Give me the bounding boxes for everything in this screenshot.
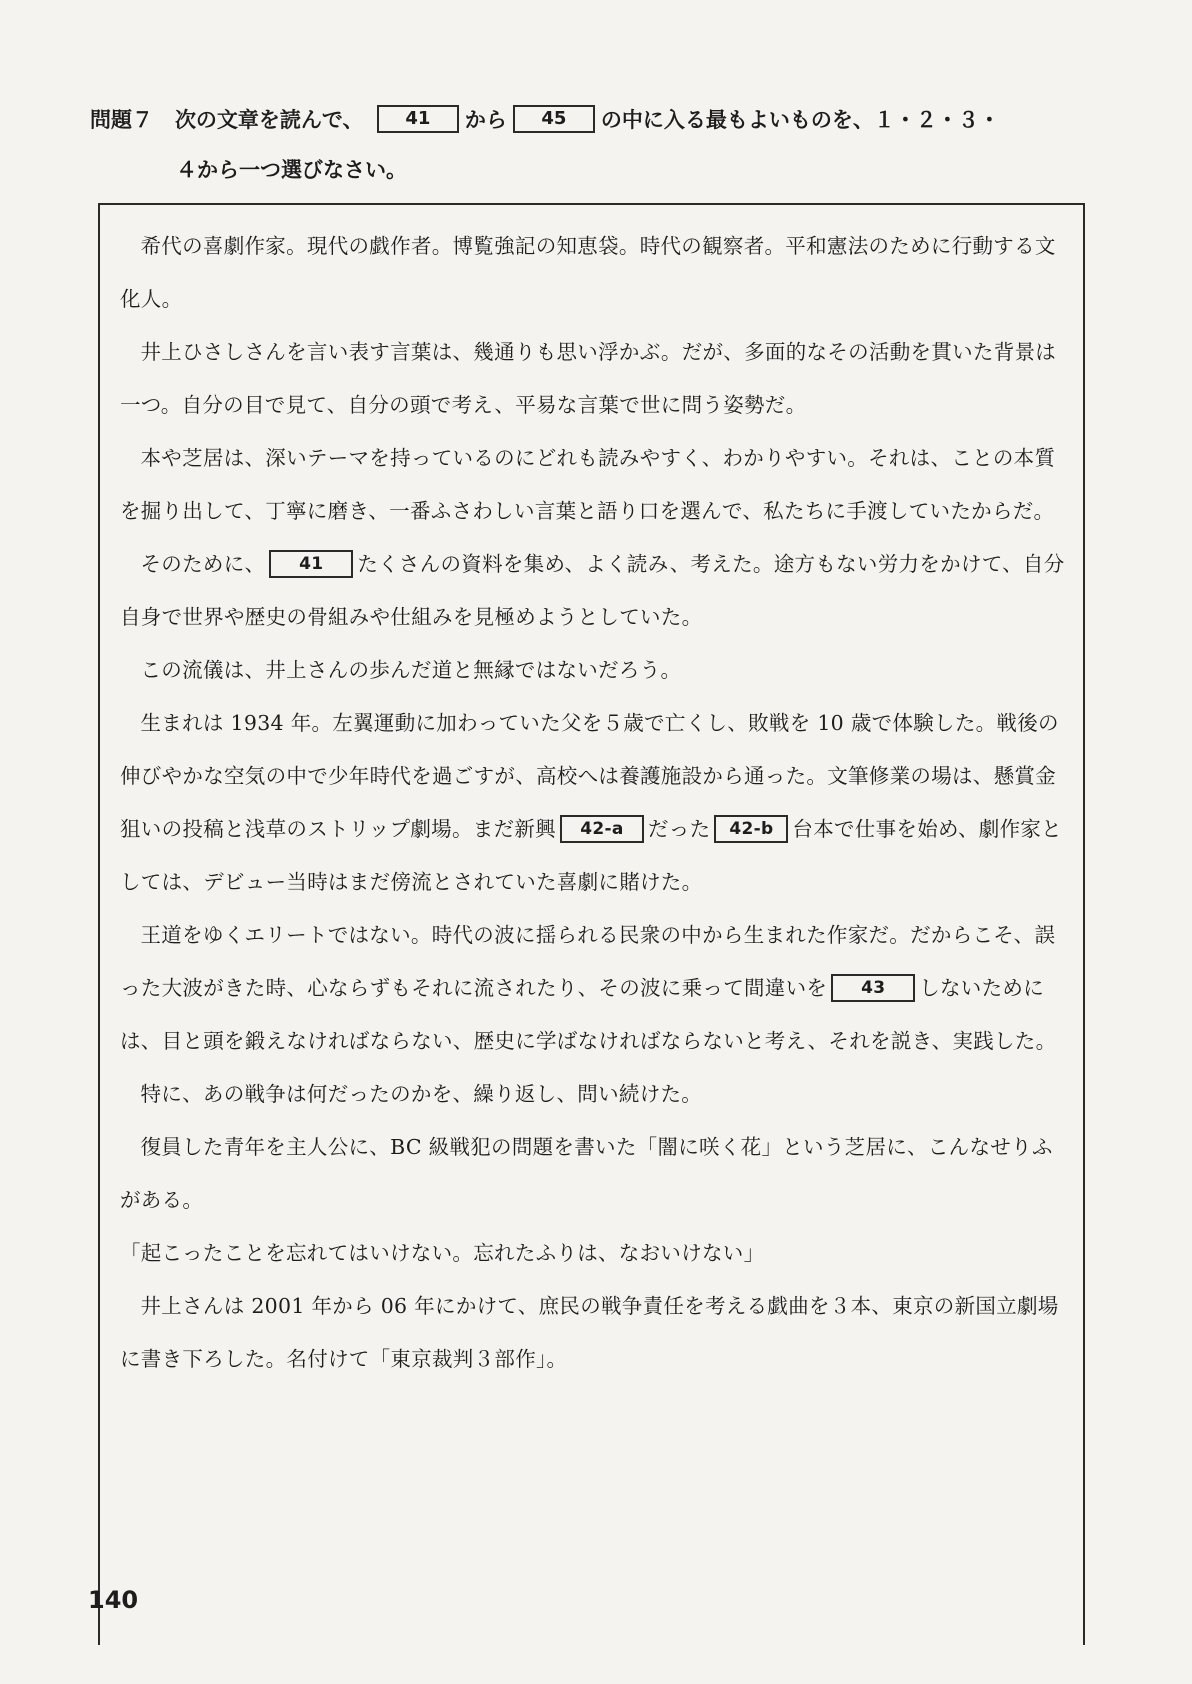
instruction-text-3: の中に入る最もよいものを、１・２・３・	[600, 108, 1000, 132]
paragraph-6-before: 生まれは 1934 年。左翼運動に加わっていた父を５歳で亡くし、敗戦を 10 歳で体験した。戦後の伸びやかな空気の中で少年時代を過ごすが、高校へは養護施設から通った。文筆修業の場は、懸賞金狙いの投稿と浅草のストリップ劇場。まだ新興	[120, 711, 1059, 841]
question-instruction	[90, 95, 1100, 195]
paragraph-5: この流儀は、井上さんの歩んだ道と無縁ではないだろう。	[140, 658, 682, 682]
paragraph-4-before: そのために、	[140, 552, 266, 576]
instruction-line-1	[90, 95, 1100, 145]
instruction-text-1: 次の文章を読んで、	[174, 108, 364, 132]
paragraph-4	[120, 538, 1065, 644]
paragraph-9: 復員した青年を主人公に、BC 級戦犯の問題を書いた「闇に咲く花」という芝居に、こんなせりふがある。	[120, 1135, 1053, 1212]
paragraph-6-middle: だった	[647, 817, 711, 841]
passage	[120, 220, 1065, 1386]
paragraph-7-after: しないためには、目と頭を鍛えなければならない、歴史に学ばなければならないと考え、それを説き、実践した。	[120, 976, 1057, 1053]
blank-box-end: 45	[513, 105, 595, 133]
blank-42-a: 42-a	[560, 815, 644, 843]
paragraph-6	[120, 697, 1065, 909]
paragraph-11: 井上さんは 2001 年から 06 年にかけて、庶民の戦争責任を考える戯曲を３本、東京の新国立劇場に書き下ろした。名付けて「東京裁判３部作」。	[120, 1294, 1059, 1371]
instruction-line-2: ４から一つ選びなさい。	[176, 158, 407, 182]
paragraph-6-after: 台本で仕事を始め、劇作家としては、デビュー当時はまだ傍流とされていた喜劇に賭けた。	[120, 817, 1062, 894]
paragraph-7	[120, 909, 1065, 1068]
paragraph-10: 「起こったことを忘れてはいけない。忘れたふりは、なおいけない」	[120, 1241, 765, 1265]
paragraph-8: 特に、あの戦争は何だったのかを、繰り返し、問い続けた。	[140, 1082, 703, 1106]
blank-43: 43	[831, 974, 915, 1002]
paragraph-4-after: たくさんの資料を集め、よく読み、考えた。途方もない労力をかけて、自分自身で世界や歴史の骨組みや仕組みを見極めようとしていた。	[120, 552, 1065, 629]
blank-41: 41	[269, 550, 353, 578]
paragraph-3: 本や芝居は、深いテーマを持っているのにどれも読みやすく、わかりやすい。それは、ことの本質を掘り出して、丁寧に磨き、一番ふさわしい言葉と語り口を選んで、私たちに手渡していたからだ。	[120, 446, 1056, 523]
paragraph-7-before: 王道をゆくエリートではない。時代の波に揺られる民衆の中から生まれた作家だ。だからこそ、誤った大波がきた時、心ならずもそれに流されたり、その波に乗って間違いを	[120, 923, 1056, 1000]
instruction-text-2: から	[464, 108, 507, 132]
paragraph-1: 希代の喜劇作家。現代の戯作者。博覧強記の知恵袋。時代の観察者。平和憲法のために行動する文化人。	[120, 234, 1056, 311]
blank-42-b: 42-b	[714, 815, 788, 843]
question-label: 問題７	[90, 108, 153, 132]
blank-box-start: 41	[377, 105, 459, 133]
paragraph-2: 井上ひさしさんを言い表す言葉は、幾通りも思い浮かぶ。だが、多面的なその活動を貫いた背景は一つ。自分の目で見て、自分の頭で考え、平易な言葉で世に問う姿勢だ。	[120, 340, 1057, 417]
page-number: 140	[88, 1586, 139, 1614]
